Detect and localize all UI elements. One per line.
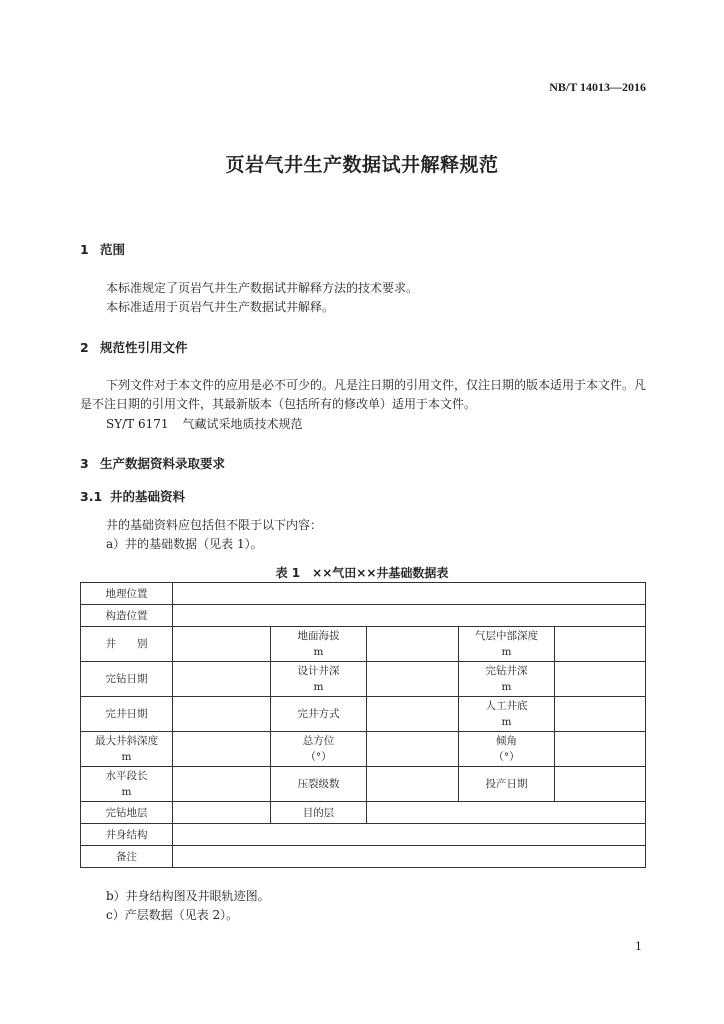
value-cell [555, 662, 646, 697]
table-row [81, 583, 646, 605]
document-title: 页岩气井生产数据试井解释规范 [225, 154, 499, 176]
section-3-heading [80, 454, 225, 472]
unit: m [313, 646, 324, 658]
normative-reference [106, 415, 303, 432]
section-title: 规范性引用文件 [100, 340, 188, 355]
field-label [271, 627, 367, 662]
reference-code: SY/T 6171 [106, 417, 169, 431]
paragraph: 井的基础资料应包括但不限于以下内容： [106, 518, 323, 532]
unit: m [313, 681, 324, 693]
table-caption: 表 1 ××气田××井基础数据表 [275, 566, 449, 580]
field-name: 气层中部深度 [475, 630, 538, 642]
row-label: 备注 [81, 846, 173, 868]
list-item: c）产层数据（见表 2）。 [106, 908, 239, 922]
value-cell [555, 627, 646, 662]
table-row [81, 627, 646, 662]
row-label: 地理位置 [81, 583, 173, 605]
value-cell [367, 732, 459, 767]
field-name: 人工井底 [485, 700, 528, 712]
value-cell [367, 767, 459, 802]
value-cell [367, 627, 459, 662]
section-title: 井的基础资料 [110, 489, 186, 504]
field-label [459, 662, 555, 697]
row-label: 构造位置 [81, 605, 173, 627]
section-1-heading [80, 240, 125, 258]
field-label [459, 732, 555, 767]
section-title: 生产数据资料录取要求 [100, 456, 226, 471]
reference-title: 气藏试采地质技术规范 [182, 417, 303, 431]
list-item: b）井身结构图及井眼轨迹图。 [106, 889, 270, 903]
value-cell [173, 627, 271, 662]
table-row [81, 662, 646, 697]
field-label [459, 627, 555, 662]
value-cell [555, 697, 646, 732]
value-cell [173, 583, 646, 605]
unit: m [501, 681, 512, 693]
section-3-1-heading [80, 487, 185, 505]
section-number: 2 [80, 340, 89, 355]
field-label [271, 732, 367, 767]
field-label: 目的层 [271, 802, 367, 824]
table-row [81, 802, 646, 824]
paragraph: 本标准规定了页岩气井生产数据试井解释方法的技术要求。 [106, 281, 419, 295]
table-row [81, 767, 646, 802]
value-cell [173, 802, 271, 824]
value-cell [367, 662, 459, 697]
field-label: 完井方式 [271, 697, 367, 732]
table-row [81, 605, 646, 627]
table-row [81, 824, 646, 846]
list-item: a）井的基础数据（见表 1）。 [106, 537, 263, 551]
table-row [81, 697, 646, 732]
value-cell [173, 767, 271, 802]
field-label [459, 697, 555, 732]
table-row [81, 846, 646, 868]
section-number: 3 [80, 456, 89, 471]
unit: （°） [493, 751, 520, 763]
well-basic-data-table [80, 582, 646, 868]
paragraph: 下列文件对于本文件的应用是必不可少的。凡是注日期的引用文件，仅注日期的版本适用于本文件。凡是不注日期的引用文件，其最新版本（包括所有的修改单）适用于本文件。 [80, 378, 647, 411]
field-label [271, 662, 367, 697]
value-cell [367, 697, 459, 732]
value-cell [173, 662, 271, 697]
value-cell [173, 605, 646, 627]
page-number: 1 [635, 940, 642, 953]
row-label [81, 732, 173, 767]
section-title: 范围 [100, 242, 126, 257]
section-number: 3.1 [80, 489, 103, 504]
row-label: 井身结构 [81, 824, 173, 846]
unit: （°） [305, 751, 332, 763]
field-name: 最大井斜深度 [95, 735, 158, 747]
standard-number: NB/T 14013—2016 [549, 80, 646, 94]
row-label: 完井日期 [81, 697, 173, 732]
unit: m [121, 751, 132, 763]
value-cell [367, 802, 646, 824]
table-row [81, 732, 646, 767]
section-number: 1 [80, 242, 89, 257]
paragraph: 本标准适用于页岩气井生产数据试井解释。 [106, 300, 335, 314]
unit: m [501, 646, 512, 658]
field-label: 压裂级数 [271, 767, 367, 802]
row-label: 完钻日期 [81, 662, 173, 697]
row-label [81, 767, 173, 802]
value-cell [173, 846, 646, 868]
unit: m [121, 786, 132, 798]
field-name: 地面海拔 [297, 630, 340, 642]
field-name: 倾角 [496, 735, 517, 747]
field-label: 投产日期 [459, 767, 555, 802]
section-2-heading [80, 338, 188, 356]
value-cell [555, 732, 646, 767]
value-cell [555, 767, 646, 802]
field-name: 完钻井深 [485, 665, 528, 677]
value-cell [173, 697, 271, 732]
field-name: 总方位 [302, 735, 335, 747]
field-name: 水平段长 [105, 770, 148, 782]
value-cell [173, 824, 646, 846]
row-label: 井 别 [81, 627, 173, 662]
value-cell [173, 732, 271, 767]
unit: m [501, 716, 512, 728]
field-name: 设计井深 [297, 665, 340, 677]
row-label: 完钻地层 [81, 802, 173, 824]
